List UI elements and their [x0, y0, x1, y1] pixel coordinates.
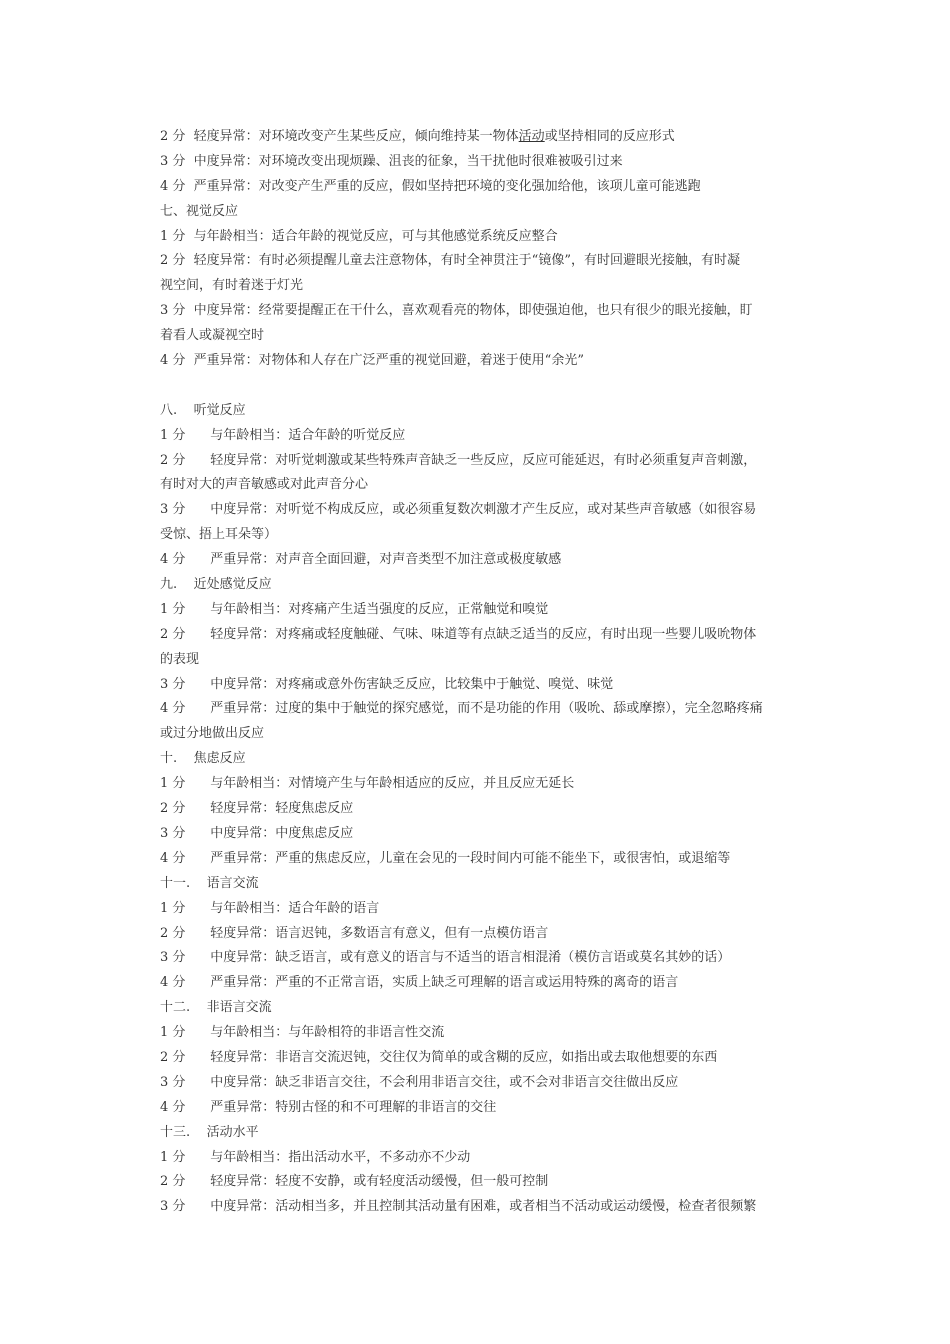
text-line: 3 分 中度异常：经常要提醒正在干什么，喜欢观看亮的物体，即使强迫他，也只有很少的眼光接触，盯: [160, 303, 753, 319]
text-line: 九. 近处感觉反应: [160, 577, 272, 593]
text-line: 2 分 轻度异常：有时必须提醒儿童去注意物体，有时全神贯注于“镜像”，有时回避眼光接触，有时凝: [160, 253, 740, 269]
text-line: 1 分 与年龄相当：对疼痛产生适当强度的反应，正常触觉和嗅觉: [160, 601, 549, 617]
text-line: 3 分 中度异常：缺乏非语言交往，不会利用非语言交往，或不会对非语言交往做出反应: [160, 1074, 679, 1090]
text-line: 八. 听觉反应: [160, 402, 246, 418]
text-line: 七、视觉反应: [160, 203, 239, 219]
text-segment: 或坚持相同的反应形式: [544, 129, 675, 144]
text-line: 3 分 中度异常：对疼痛或意外伤害缺乏反应，比较集中于触觉、嗅觉、味觉: [160, 676, 614, 692]
document-body: [160, 125, 796, 1220]
text-line: 4 分 严重异常：对声音全面回避，对声音类型不加注意或极度敏感: [160, 552, 562, 568]
text-line: 十二. 非语言交流: [160, 1000, 272, 1016]
text-line: 或过分地做出反应: [160, 726, 265, 742]
text-line: 3 分 中度异常：对环境改变出现烦躁、沮丧的征象，当干扰他时很难被吸引过来: [160, 153, 623, 169]
text-line: 十一. 语言交流: [160, 875, 259, 891]
text-line: 1 分 与年龄相当：适合年龄的视觉反应，可与其他感觉系统反应整合: [160, 228, 558, 244]
text-line: 的表现: [160, 651, 200, 667]
underlined-text: 活动: [518, 129, 545, 144]
text-line: 3 分 中度异常：对听觉不构成反应，或必须重复数次刺激才产生反应，或对某些声音敏感（如很容易: [160, 502, 757, 518]
text-line: 3 分 中度异常：缺乏语言，或有意义的语言与不适当的语言相混淆（模仿言语或莫名其妙的话）: [160, 950, 731, 966]
text-line: 3 分 中度异常：中度焦虑反应: [160, 825, 354, 841]
text-line: 4 分 严重异常：特别古怪的和不可理解的非语言的交往: [160, 1099, 497, 1115]
text-line: 十三. 活动水平: [160, 1124, 259, 1140]
text-line: 2 分 轻度异常：非语言交流迟钝，交往仅为简单的或含糊的反应，如指出或去取他想要的东西: [160, 1049, 718, 1065]
text-line: 2 分 轻度异常：轻度焦虑反应: [160, 801, 354, 817]
text-line: 2 分 轻度异常：对听觉刺激或某些特殊声音缺乏一些反应，反应可能延迟，有时必须重复声音刺激，: [160, 452, 757, 468]
text-line: 视空间，有时着迷于灯光: [160, 278, 304, 294]
text-line: 1 分 与年龄相当：指出活动水平，不多动亦不少动: [160, 1149, 471, 1165]
text-line: 受惊、捂上耳朵等）: [160, 527, 278, 543]
text-line: 十. 焦虑反应: [160, 751, 246, 767]
text-line: 2 分 轻度异常：轻度不安静，或有轻度活动缓慢，但一般可控制: [160, 1174, 549, 1190]
text-line: 3 分 中度异常：活动相当多，并且控制其活动量有困难，或者相当不活动或运动缓慢，检查者很频繁: [160, 1199, 757, 1215]
text-line: 1 分 与年龄相当：适合年龄的语言: [160, 900, 380, 916]
text-line: 2 分 轻度异常：语言迟钝，多数语言有意义，但有一点模仿语言: [160, 925, 549, 941]
text-line: 有时对大的声音敏感或对此声音分心: [160, 477, 369, 493]
text-line: 4 分 严重异常：对改变产生严重的反应，假如坚持把环境的变化强加给他，该项儿童可能逃跑: [160, 178, 701, 194]
text-line: 4 分 严重异常：严重的焦虑反应，儿童在会见的一段时间内可能不能坐下，或很害怕，或退缩等: [160, 850, 731, 866]
blank-line: [160, 374, 796, 399]
text-line: 1 分 与年龄相当：适合年龄的听觉反应: [160, 427, 406, 443]
text-line: 着看人或凝视空时: [160, 328, 265, 344]
text-line: 1 分 与年龄相当：对情境产生与年龄相适应的反应，并且反应无延长: [160, 776, 575, 792]
text-line: 4 分 严重异常：对物体和人存在广泛严重的视觉回避，着迷于使用“余光”: [160, 353, 584, 369]
text-line: 2 分 轻度异常：对疼痛或轻度触碰、气味、味道等有点缺乏适当的反应，有时出现一些婴儿吸吮物体: [160, 626, 757, 642]
text-line: 4 分 严重异常：严重的不正常言语，实质上缺乏可理解的语言或运用特殊的离奇的语言: [160, 975, 679, 991]
text-line: [160, 125, 796, 150]
text-line: 4 分 严重异常：过度的集中于触觉的探究感觉，而不是功能的作用（吸吮、舔或摩擦），完全忽略疼痛: [160, 701, 763, 717]
text-line: 1 分 与年龄相当：与年龄相符的非语言性交流: [160, 1025, 445, 1041]
text-segment: 2 分 轻度异常：对环境改变产生某些反应，倾向维持某一物体: [160, 129, 519, 144]
